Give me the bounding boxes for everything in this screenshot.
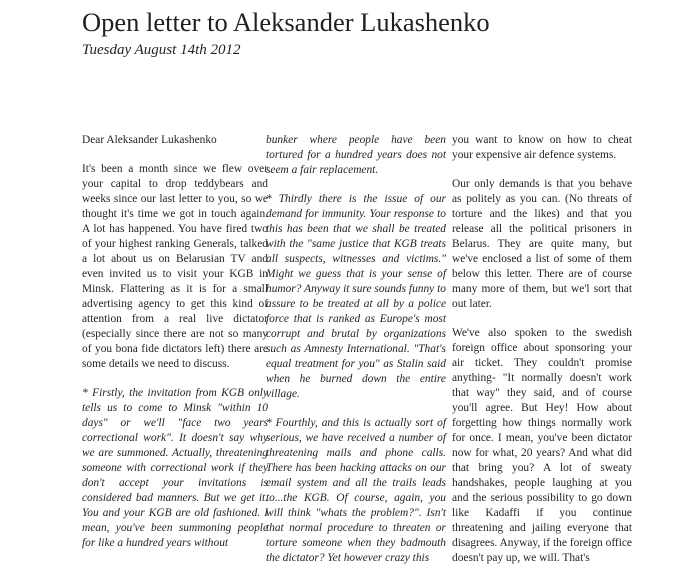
paragraph: We've also spoken to the swedish foreign office about sponsoring your air ticket. They couldn't promise anything- "It normally doesn't work that way" they said, and of course you'll agree. But Hey! How about forgetting how things normally work for once. I mean, you've been dictator now for what, 20 years? And what did that bring you? A lot of sweaty handshakes, people laughing at you and the serious possibility to go down like Kadaffi if you continue threatening and jailing everyone that disagrees. Anyway, if the foreign office doesn't pay up, we will. That's: [452, 327, 632, 564]
text-column-3: [452, 133, 632, 580]
paragraph: bunker where people have been tortured for a hundred years does not seem a fair replacement.: [266, 134, 446, 176]
paragraph: * Fourthly, and this is actually sort of serious, we have received a number of threatening mails and phone calls. There has been hacking attacks on our email system and all the trails leads to...the KGB. Of course, again, you will think "whats the problem?". Isn't that normal procedure to threaten or torture someone when they badmouth the dictator? Yet however crazy this: [266, 417, 446, 564]
page-title: Open letter to Aleksander Lukashenko: [82, 7, 490, 37]
text-column-1: [82, 133, 268, 565]
paragraph: * Firstly, the invitation from KGB only tells us to come to Minsk "within 10 days" or we'll "face two years correctional work". It doesn't say why we are summoned. Actually, threatening someone with correctional work if they don't accept your invitations is considered bad manners. But we get it. You and your KGB are old fashioned. I mean, you've been summoning people for like a hundred years without: [82, 387, 268, 549]
paragraph: Our only demands is that you behave as politely as you can. (No threats of torture and the likes) and that you release all the political prisoners in Belarus. They are quite many, but we've enclosed a list of some of them below this letter. There are of course many more of them, but we'l sort that out later.: [452, 178, 632, 310]
text-column-2: [266, 133, 446, 580]
paragraph: * Thirdly there is the issue of our demand for immunity. Your response to this has been that we shall be treated with the "same justice that KGB treats all suspects, witnesses and victims." Might we guess that is your sense of humor? Anyway it sure sounds funny to assure to be treated at all by a police force that is ranked as Europe's most corrupt and brutal by organizations such as Amnesty International. "That's equal treatment for you" as Stalin said when he burned down the entire village.: [266, 193, 446, 400]
paragraph: you want to know on how to cheat your expensive air defence systems.: [452, 134, 632, 161]
salutation: Dear Aleksander Lukashenko: [82, 134, 217, 146]
paragraph: It's been a month since we flew over your capital to drop teddybears and weeks since our last letter to you, so we thought it's time we got in touch again. A lot has happened. You have fired two of your highest ranking Generals, talked a lot about us on Belarusian TV and even invited us to visit your KGB in Minsk. Flattering as it is for a small advertising agency to get this kind of attention from a real live dictator (especially since there are not so many of you bona fide dictators left) there are some details we need to discuss.: [82, 163, 268, 370]
letter-date: Tuesday August 14th 2012: [82, 42, 241, 58]
